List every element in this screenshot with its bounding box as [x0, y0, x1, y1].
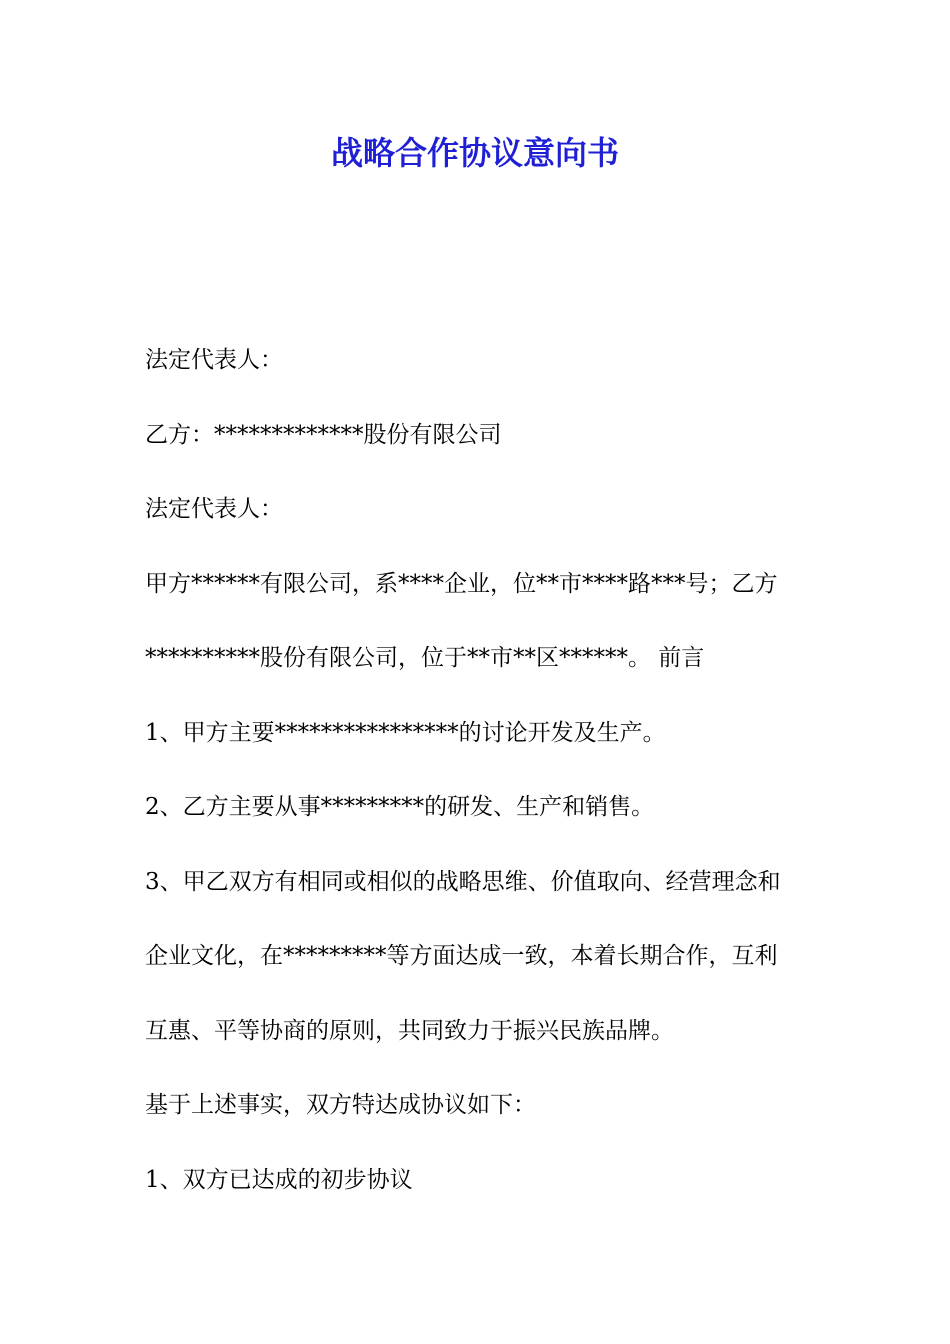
paragraph-line: 3、甲乙双方有相同或相似的战略思维、价值取向、经营理念和	[145, 868, 781, 895]
document-body	[145, 336, 807, 1230]
paragraph-line: 甲方******有限公司，系****企业，位**市****路***号；乙方	[145, 570, 778, 597]
document-title: 战略合作协议意向书	[330, 134, 619, 172]
paragraph-line: 企业文化，在*********等方面达成一致，本着长期合作，互利	[145, 943, 778, 969]
paragraph-line: 法定代表人：	[145, 347, 283, 373]
paragraph-line: 1、双方已达成的初步协议	[145, 1166, 413, 1193]
paragraph-line: 互惠、平等协商的原则，共同致力于振兴民族品牌。	[145, 1017, 674, 1044]
paragraph-line: **********股份有限公司，位于**市**区******。 前言	[145, 645, 705, 671]
paragraph-line: 2、乙方主要从事*********的研发、生产和销售。	[145, 794, 655, 820]
paragraph-line: 法定代表人：	[145, 496, 283, 522]
paragraph-line: 1、甲方主要****************的讨论开发及生产。	[145, 719, 666, 746]
paragraph-line: 基于上述事实，双方特达成协议如下：	[145, 1092, 536, 1118]
paragraph-line: 乙方：*************股份有限公司	[145, 421, 502, 448]
